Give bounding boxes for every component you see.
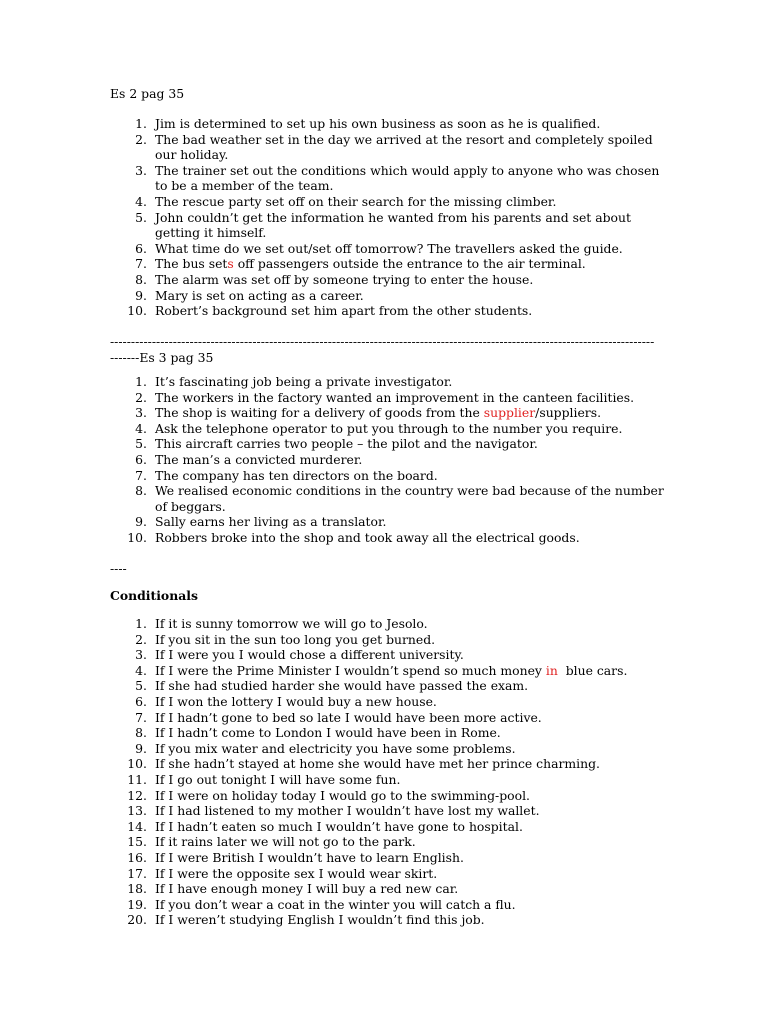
- list-item: 8. If I hadn’t come to London I would have been in Rome.: [135, 725, 501, 741]
- correction-highlight: supplier: [483, 405, 536, 421]
- list-item: 3. The shop is waiting for a delivery of goods from the supplier/suppliers.: [135, 405, 602, 421]
- list-item: 8. We realised economic conditions in the country were bad because of the number of beggars.: [135, 483, 664, 514]
- list-item: 2. The workers in the factory wanted an improvement in the canteen facilities.: [135, 389, 635, 405]
- list-item: 3. If I were you I would chose a different university.: [135, 647, 464, 663]
- list-item: 5. John couldn’t get the information he wanted from his parents and set about getting it himself.: [135, 209, 631, 241]
- list-item: 5. This aircraft carries two people – the pilot and the navigator.: [135, 436, 538, 452]
- exercise-list-conditionals: [110, 616, 666, 928]
- list-item: 1. It’s fascinating job being a private investigator.: [135, 374, 453, 389]
- exercise-list-es3: [110, 374, 666, 546]
- list-item: 13. If I had listened to my mother I wouldn’t have lost my wallet.: [127, 803, 540, 819]
- list-item: 7. The bus sets off passengers outside the entrance to the air terminal.: [135, 256, 586, 272]
- list-item: 9. Sally earns her living as a translator.: [135, 514, 387, 530]
- list-item: 8. The alarm was set off by someone trying to enter the house.: [135, 271, 534, 287]
- short-separator: ----: [110, 561, 127, 576]
- list-item: 2. The bad weather set in the day we arrived at the resort and completely spoiled our holiday.: [135, 131, 653, 163]
- list-item: 14. If I hadn’t eaten so much I wouldn’t have gone to hospital.: [127, 818, 523, 834]
- list-item: 1. Jim is determined to set up his own business as soon as he is qualified.: [135, 116, 601, 131]
- list-item: 4. The rescue party set off on their search for the missing climber.: [135, 193, 557, 209]
- list-item: 2. If you sit in the sun too long you get burned.: [135, 631, 436, 647]
- list-item: 6. If I won the lottery I would buy a new house.: [135, 693, 437, 709]
- section-heading-es2: Es 2 pag 35: [110, 86, 185, 101]
- exercise-list-es2: [110, 116, 666, 319]
- list-item: 10. If she hadn’t stayed at home she would have met her prince charming.: [127, 756, 600, 772]
- correction-highlight: in: [545, 662, 558, 678]
- separator-line: -----------------------------------------------------------------------------------------------------------------------------------------Es 3 pag 35: [110, 334, 655, 365]
- list-item: 20. If I weren’t studying English I wouldn’t find this job.: [127, 912, 485, 928]
- list-item: 17. If I were the opposite sex I would wear skirt.: [127, 865, 438, 881]
- list-item: 9. Mary is set on acting as a career.: [135, 287, 364, 303]
- list-item: 1. If it is sunny tomorrow we will go to Jesolo.: [135, 616, 428, 631]
- list-item: 19. If you don’t wear a coat in the winter you will catch a flu.: [127, 896, 516, 912]
- list-item: 7. If I hadn’t gone to bed so late I would have been more active.: [135, 709, 542, 725]
- list-item: 18. If I have enough money I will buy a red new car.: [127, 881, 459, 897]
- list-item: 4. Ask the telephone operator to put you through to the number you require.: [135, 420, 623, 436]
- list-item: 7. The company has ten directors on the board.: [135, 467, 438, 483]
- list-item: 3. The trainer set out the conditions which would apply to anyone who was chosen to be a member of the team.: [135, 162, 660, 194]
- list-item: 9. If you mix water and electricity you have some problems.: [135, 740, 516, 756]
- list-item: 12. If I were on holiday today I would go to the swimming-pool.: [127, 787, 530, 803]
- list-item: 15. If it rains later we will not go to the park.: [127, 834, 416, 850]
- list-item: 10. Robert’s background set him apart from the other students.: [127, 303, 533, 319]
- correction-highlight: s: [227, 256, 234, 272]
- list-item: 16. If I were British I wouldn’t have to learn English.: [127, 849, 464, 865]
- list-item: 11. If I go out tonight I will have some fun.: [127, 771, 401, 787]
- list-item: 10. Robbers broke into the shop and took away all the electrical goods.: [127, 529, 580, 545]
- list-item: 6. What time do we set out/set off tomorrow? The travellers asked the guide.: [135, 240, 623, 256]
- list-item: 4. If I were the Prime Minister I wouldn’t spend so much money in blue cars.: [135, 662, 628, 678]
- section-heading-conditionals: Conditionals: [110, 588, 198, 603]
- list-item: 6. The man’s a convicted murderer.: [135, 451, 363, 467]
- section-heading-es3: Es 3 pag 35: [139, 350, 214, 365]
- list-item: 5. If she had studied harder she would have passed the exam.: [135, 678, 529, 694]
